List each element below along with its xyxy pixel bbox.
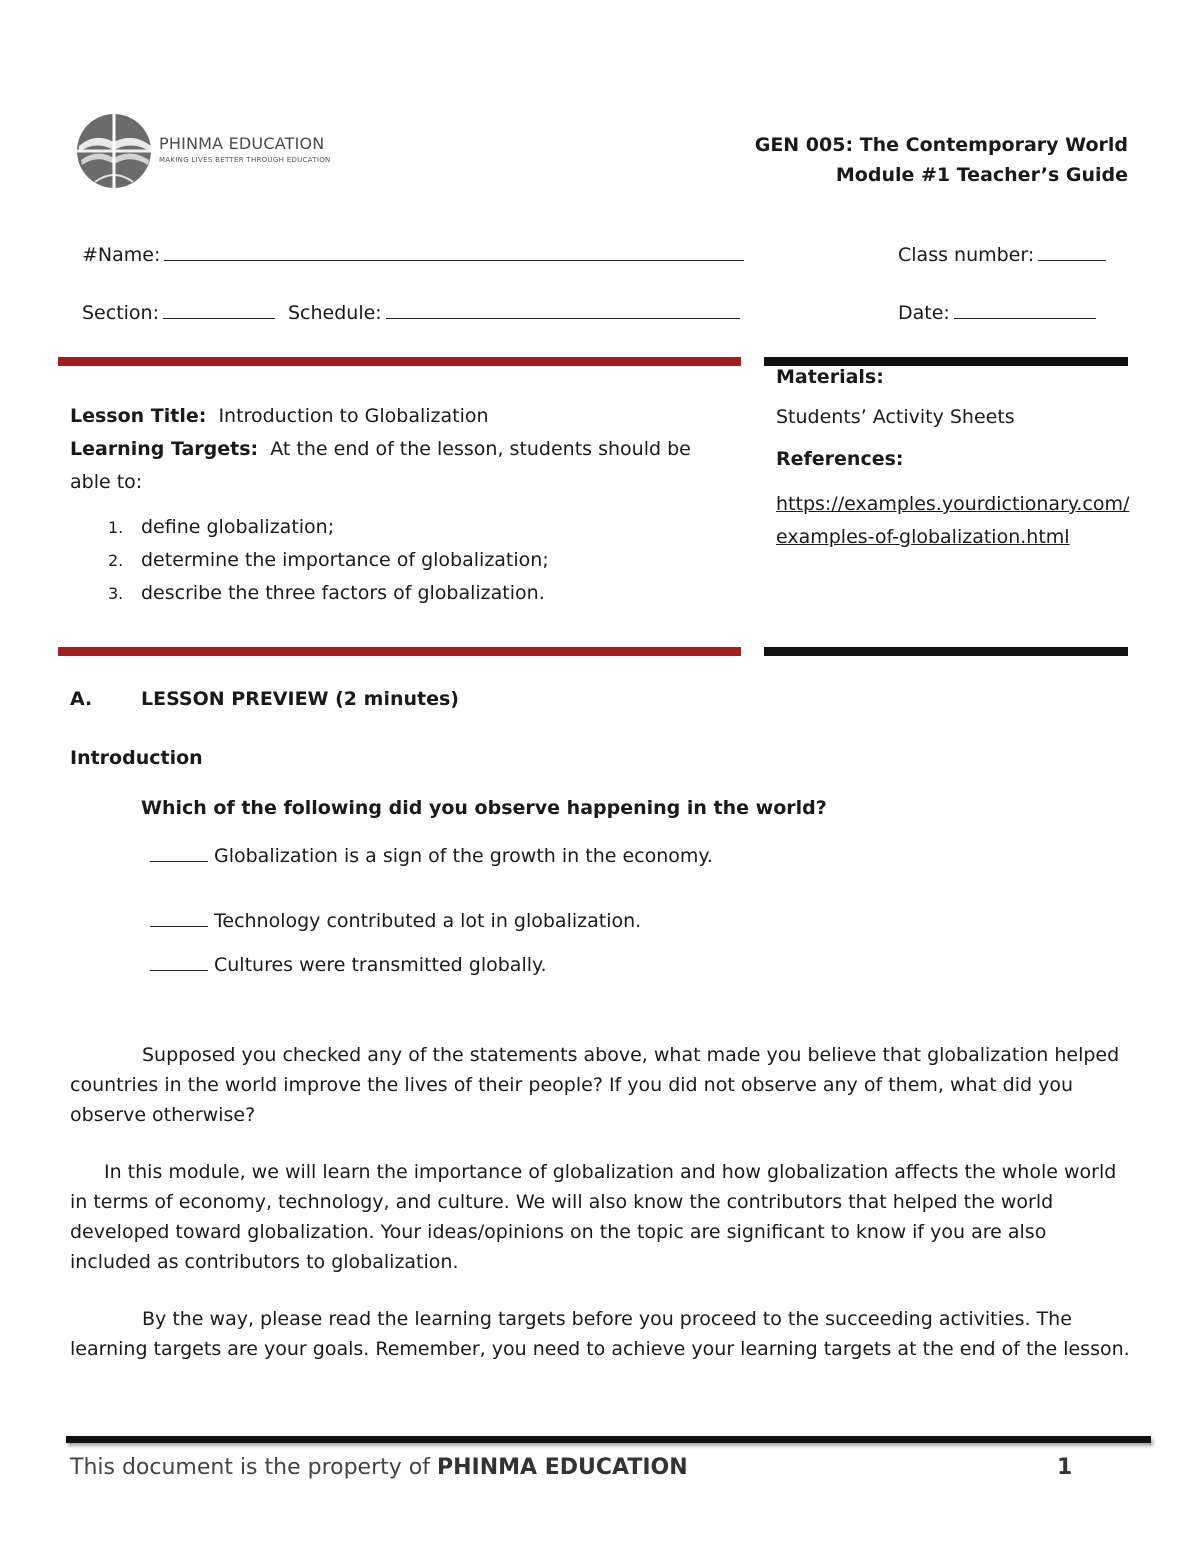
materials-label: Materials:: [776, 366, 884, 388]
references-label: References:: [776, 448, 904, 470]
course-header: [755, 130, 1128, 190]
materials-box: [776, 366, 1131, 554]
course-title: GEN 005: The Contemporary World: [754, 134, 1128, 156]
learning-targets-label: Learning Targets:: [70, 438, 259, 460]
section-a-heading: [70, 688, 459, 710]
page-number: 1: [1057, 1455, 1073, 1480]
list-item: 3. describe the three factors of globalization.: [108, 582, 545, 604]
schedule-label: Schedule:: [288, 302, 382, 324]
lesson-title-label: Lesson Title:: [70, 405, 207, 427]
learning-targets-line: [70, 433, 730, 499]
check-blank[interactable]: [150, 969, 208, 971]
name-blank[interactable]: [164, 259, 744, 261]
reference-link[interactable]: https://examples.yourdictionary.com/examples-of-globalization.html: [776, 493, 1130, 548]
date-label: Date:: [898, 302, 950, 324]
section-a-title: LESSON PREVIEW (2 minutes): [141, 688, 459, 710]
schedule-blank[interactable]: [386, 317, 740, 319]
paragraph-2: In this module, we will learn the importance of globalization and how globalization affects the whole world in terms of economy, technology, and culture. We will also know the contributors that helped the world developed toward globalization. Your ideas/opinions on the topic are significant to know if you are also included as contributors to globalization.: [70, 1161, 1117, 1273]
check-item[interactable]: Cultures were transmitted globally.: [150, 954, 547, 976]
logo-tagline: MAKING LIVES BETTER THROUGH EDUCATION: [159, 156, 331, 164]
paragraph-1: Supposed you checked any of the statements above, what made you believe that globalization helped countries in the world improve the lives of their people? If you did not observe any of them, what did you observe otherwise?: [70, 1044, 1120, 1126]
footer-rule: [66, 1436, 1151, 1443]
footer-brand: PHINMA EDUCATION: [436, 1455, 688, 1480]
class-number-label: Class number:: [898, 244, 1035, 266]
section-field[interactable]: [82, 302, 275, 324]
list-item: 2. determine the importance of globalization;: [108, 549, 549, 571]
learning-targets-intro: At the end of the lesson, students should be able to:: [70, 438, 691, 493]
side-top-rule: [764, 357, 1128, 366]
phinma-logo: [75, 112, 335, 190]
class-number-field[interactable]: [898, 244, 1106, 266]
check-item[interactable]: Globalization is a sign of the growth in the economy.: [150, 845, 713, 867]
schedule-field[interactable]: [288, 302, 740, 324]
section-label: Section:: [82, 302, 159, 324]
class-number-blank[interactable]: [1038, 259, 1106, 261]
learning-targets-list: [70, 511, 730, 610]
introduction-heading: Introduction: [70, 747, 203, 769]
footer-text: [70, 1455, 688, 1480]
list-item: 1. define globalization;: [108, 516, 335, 538]
check-item[interactable]: Technology contributed a lot in globalization.: [150, 910, 641, 932]
module-title: Module #1 Teacher’s Guide: [835, 164, 1128, 186]
footer-statement: This document is the property of: [70, 1455, 430, 1480]
lesson-top-rule: [58, 357, 741, 366]
logo-title: PHINMA EDUCATION: [159, 134, 325, 153]
date-blank[interactable]: [954, 317, 1096, 319]
section-a-letter: A.: [70, 688, 93, 710]
check-blank[interactable]: [150, 860, 208, 862]
lesson-bottom-rule: [58, 647, 741, 656]
side-bottom-rule: [764, 647, 1128, 656]
lesson-title-line: [70, 400, 730, 433]
globe-book-icon: [75, 112, 155, 190]
paragraph-3: By the way, please read the learning targets before you proceed to the succeeding activities. The learning targets are your goals. Remember, you need to achieve your learning targets at the end of the lesson.: [70, 1308, 1130, 1360]
name-label: #Name:: [82, 244, 161, 266]
materials-value: Students’ Activity Sheets: [776, 406, 1015, 428]
lesson-title-value: Introduction to Globalization: [218, 405, 489, 427]
name-field[interactable]: [82, 244, 744, 266]
section-blank[interactable]: [163, 317, 275, 319]
check-blank[interactable]: [150, 925, 208, 927]
date-field[interactable]: [898, 302, 1096, 324]
lesson-box: [70, 400, 730, 610]
question-text: Which of the following did you observe happening in the world?: [141, 797, 827, 819]
